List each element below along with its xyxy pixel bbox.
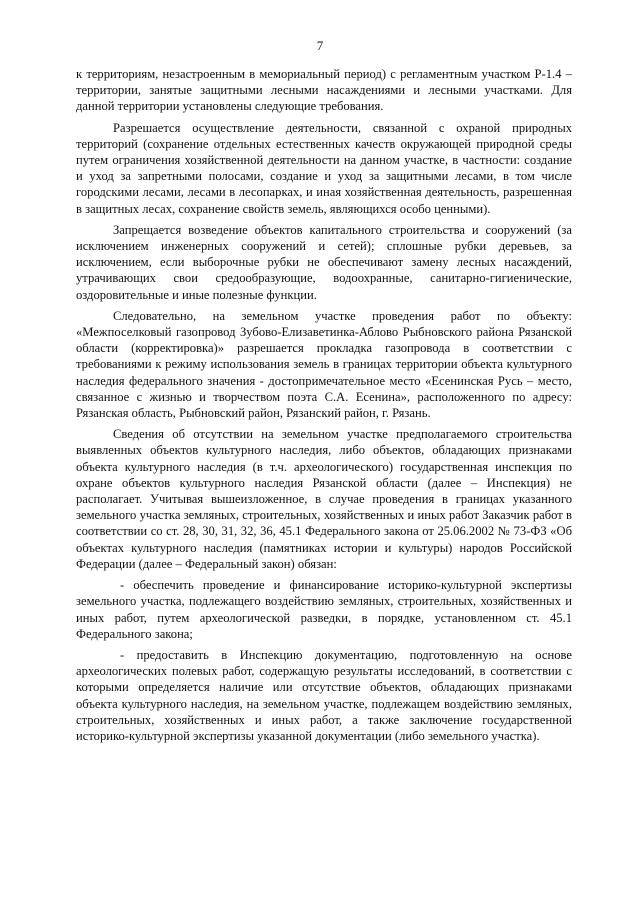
paragraph-permitted-activities: Разрешается осуществление деятельности, связанной с охраной природных территорий (сохранение отдельных естественных качеств окружающей природной среды путем ограничения хозяйственной деятельности на данном участке, в частности: создание и уход за запретными полосами, создание и уход за защитными лесами, в том числе городскими лесами, лесами в лесопарках, и иная хозяйственная деятельность, разрешенная в защитных лесах, сохранение свойств земель, являющихся особо ценными). <box>76 120 572 216</box>
paragraph-prohibited-activities: Запрещается возведение объектов капитального строительства и сооружений (за исключением инженерных сооружений и сетей); сплошные рубки деревьев, за исключением, если выборочные рубки не обеспечивают замену лесных насаждений, утрачивающих свои средообразующие, водоохранные, санитарно-гигиенические, оздоровительные и иные полезные функции. <box>76 222 572 302</box>
paragraph-conclusion-gas-pipeline: Следовательно, на земельном участке проведения работ по объекту: «Межпоселковый газопровод Зубово-Елизаветинка-Аблово Рыбновского района Рязанской области (корректировка)» разрешается прокладка газопровода в соответствии с требованиями к режиму использования земель в границах территории объекта культурного наследия федерального значения - достопримечательное место «Есенинская Русь – место, связанное с жизнью и творчеством поэта С.А. Есенина», расположенного по адресу: Рязанская область, Рыбновский район, Рязанский район, г. Рязань. <box>76 308 572 421</box>
list-item-documentation: - предоставить в Инспекцию документацию, подготовленную на основе археологических полевых работ, содержащую результаты исследований, в соответствии с которыми определяется наличие или отсутствие объектов, обладающих признаками объекта культурного наследия, на земельном участке, подлежащем воздействию земляных, строительных, хозяйственных и иных работ, а также заключение государственной историко-культурной экспертизы указанной документации (либо земельного участка). <box>76 647 572 743</box>
page-number: 7 <box>316 38 324 53</box>
paragraph-inspection-info: Сведения об отсутствии на земельном участке предполагаемого строительства выявленных объектов культурного наследия, либо объектов, обладающих признаками объекта культурного наследия (в т.ч. археологического) государственная инспекция по охране объектов культурного наследия Рязанской области (далее – Инспекция) не располагает. Учитывая вышеизложенное, в случае проведения в границах указанного земельного участка земляных, строительных, хозяйственных и иных работ Заказчик работ в соответствии со ст. 28, 30, 31, 32, 36, 45.1 Федерального закона от 25.06.2002 № 73-ФЗ «Об объектах культурного наследия (памятниках истории и культуры) народов Российской Федерации (далее – Федеральный закон) обязан: <box>76 427 572 571</box>
document-body <box>76 66 572 749</box>
paragraph-intro: к территориям, незастроенным в мемориальный период) с регламентным участком Р-1.4 – территории, занятые защитными лесными насаждениями и лесными участками. Для данной территории установлены следующие требования. <box>76 67 572 114</box>
list-item-expertise: - обеспечить проведение и финансирование историко-культурной экспертизы земельного участка, подлежащего воздействию земляных, строительных, хозяйственных и иных работ, путем археологической разведки, в порядке, установленном ст. 45.1 Федерального закона; <box>76 578 572 641</box>
